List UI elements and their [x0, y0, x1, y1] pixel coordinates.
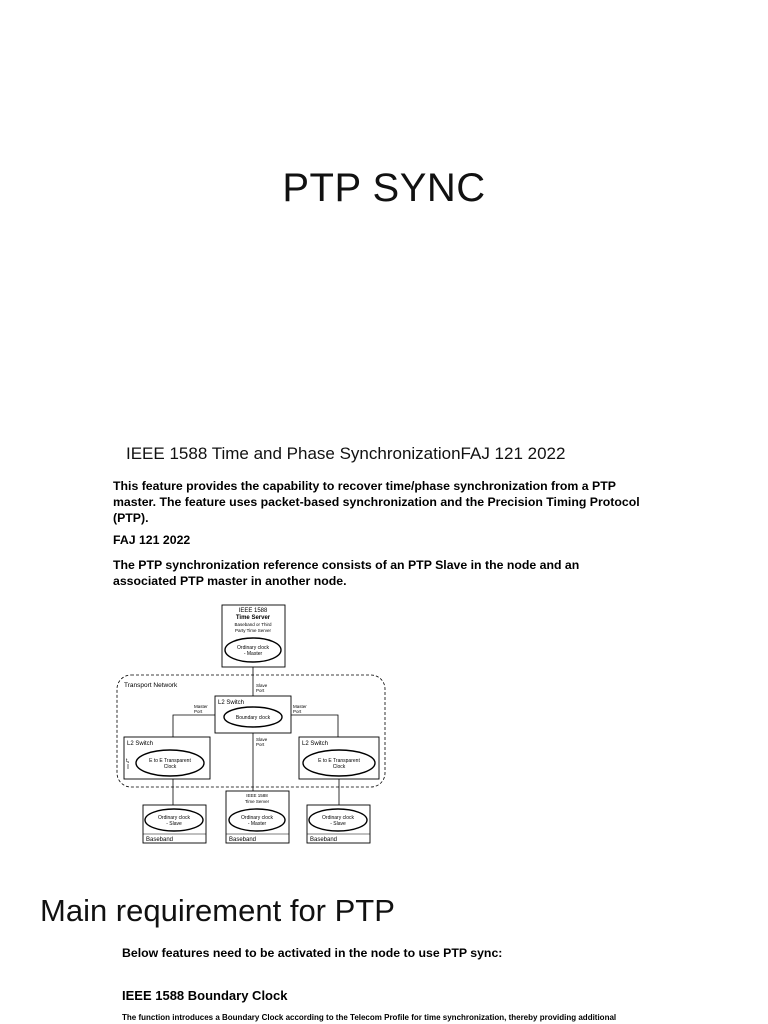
- master-port-right-2: Port: [293, 709, 302, 714]
- time-server-sub-1: Baseband or Third: [234, 622, 272, 627]
- time-server-title-2: Time Server: [235, 615, 271, 621]
- master-port-left-1: Master: [194, 704, 208, 709]
- l2-switch-left-label: L2 Switch: [127, 741, 154, 747]
- transparent-clock-left-2: Clock: [163, 764, 177, 770]
- boundary-clock-label: Boundary clock: [235, 715, 271, 721]
- baseband-left-clock-2: - Slave: [166, 821, 182, 827]
- time-server-top: [222, 605, 285, 667]
- main-requirement-heading: Main requirement for PTP: [40, 893, 395, 928]
- ptp-network-diagram: [112, 600, 392, 850]
- feature-description: This feature provides the capability to recover time/phase synchronization from a PTP master. The feature uses packet-based synchronization and the Precision Timing Protocol (PTP).: [113, 479, 640, 525]
- baseband-center-label: Baseband: [229, 837, 257, 843]
- l2-switch-left: [124, 737, 210, 779]
- ts-label: $t_s$: [126, 758, 130, 764]
- l2-switch-right-label: L2 Switch: [302, 741, 329, 747]
- l2-switch-right: [299, 737, 379, 779]
- boundary-clock-heading: IEEE 1588 Boundary Clock: [122, 988, 288, 1003]
- slave-port-mid-2: Port: [256, 742, 265, 747]
- section-heading: IEEE 1588 Time and Phase SynchronizationFAJ 121 2022: [126, 444, 566, 463]
- master-port-right-1: Master: [293, 704, 307, 709]
- baseband-left-clock-1: Ordinary clock: [158, 815, 190, 821]
- baseband-center: [226, 791, 289, 843]
- page-title: PTP SYNC: [282, 166, 486, 210]
- reference-description: The PTP synchronization reference consists of an PTP Slave in the node and an associated PTP master in another node.: [113, 558, 580, 588]
- baseband-right-label: Baseband: [310, 837, 338, 843]
- transparent-clock-left-1: E to E Transparent: [149, 758, 191, 764]
- slave-port-top-2: Port: [256, 688, 265, 693]
- l2-switch-center-label: L2 Switch: [218, 700, 245, 706]
- baseband-right-clock-1: Ordinary clock: [322, 815, 354, 821]
- transparent-clock-right-2: Clock: [332, 764, 346, 770]
- time-server-title-1: IEEE 1588: [238, 608, 268, 614]
- baseband-left: [143, 805, 206, 843]
- transport-network-label: Transport Network: [124, 682, 178, 689]
- master-clock-label-1: Ordinary clock: [237, 645, 269, 651]
- boundary-clock-description: The function introduces a Boundary Clock according to the Telecom Profile for time synchronization, thereby providing additional: [122, 1013, 617, 1022]
- baseband-right: [307, 805, 370, 843]
- baseband-center-title-2: Time Server: [244, 799, 270, 804]
- link-center-to-right: [291, 715, 338, 737]
- master-port-left-2: Port: [194, 709, 203, 714]
- requirement-intro: Below features need to be activated in the node to use PTP sync:: [122, 946, 503, 960]
- baseband-center-clock-1: Ordinary clock: [241, 815, 273, 821]
- slave-port-mid-1: Slave: [256, 737, 268, 742]
- master-clock-label-2: - Master: [243, 651, 263, 657]
- l2-switch-center: [215, 696, 291, 733]
- baseband-left-label: Baseband: [146, 837, 174, 843]
- baseband-center-clock-2: - Master: [247, 821, 267, 827]
- link-center-to-left: [173, 715, 215, 737]
- transparent-clock-right-1: E to E Transparent: [318, 758, 360, 764]
- baseband-right-clock-2: - Slave: [330, 821, 346, 827]
- slave-port-top-1: Slave: [256, 683, 268, 688]
- feature-id: FAJ 121 2022: [113, 533, 191, 547]
- time-server-sub-2: Party Time Server: [234, 628, 272, 633]
- baseband-center-title-1: IEEE 1588: [246, 793, 268, 798]
